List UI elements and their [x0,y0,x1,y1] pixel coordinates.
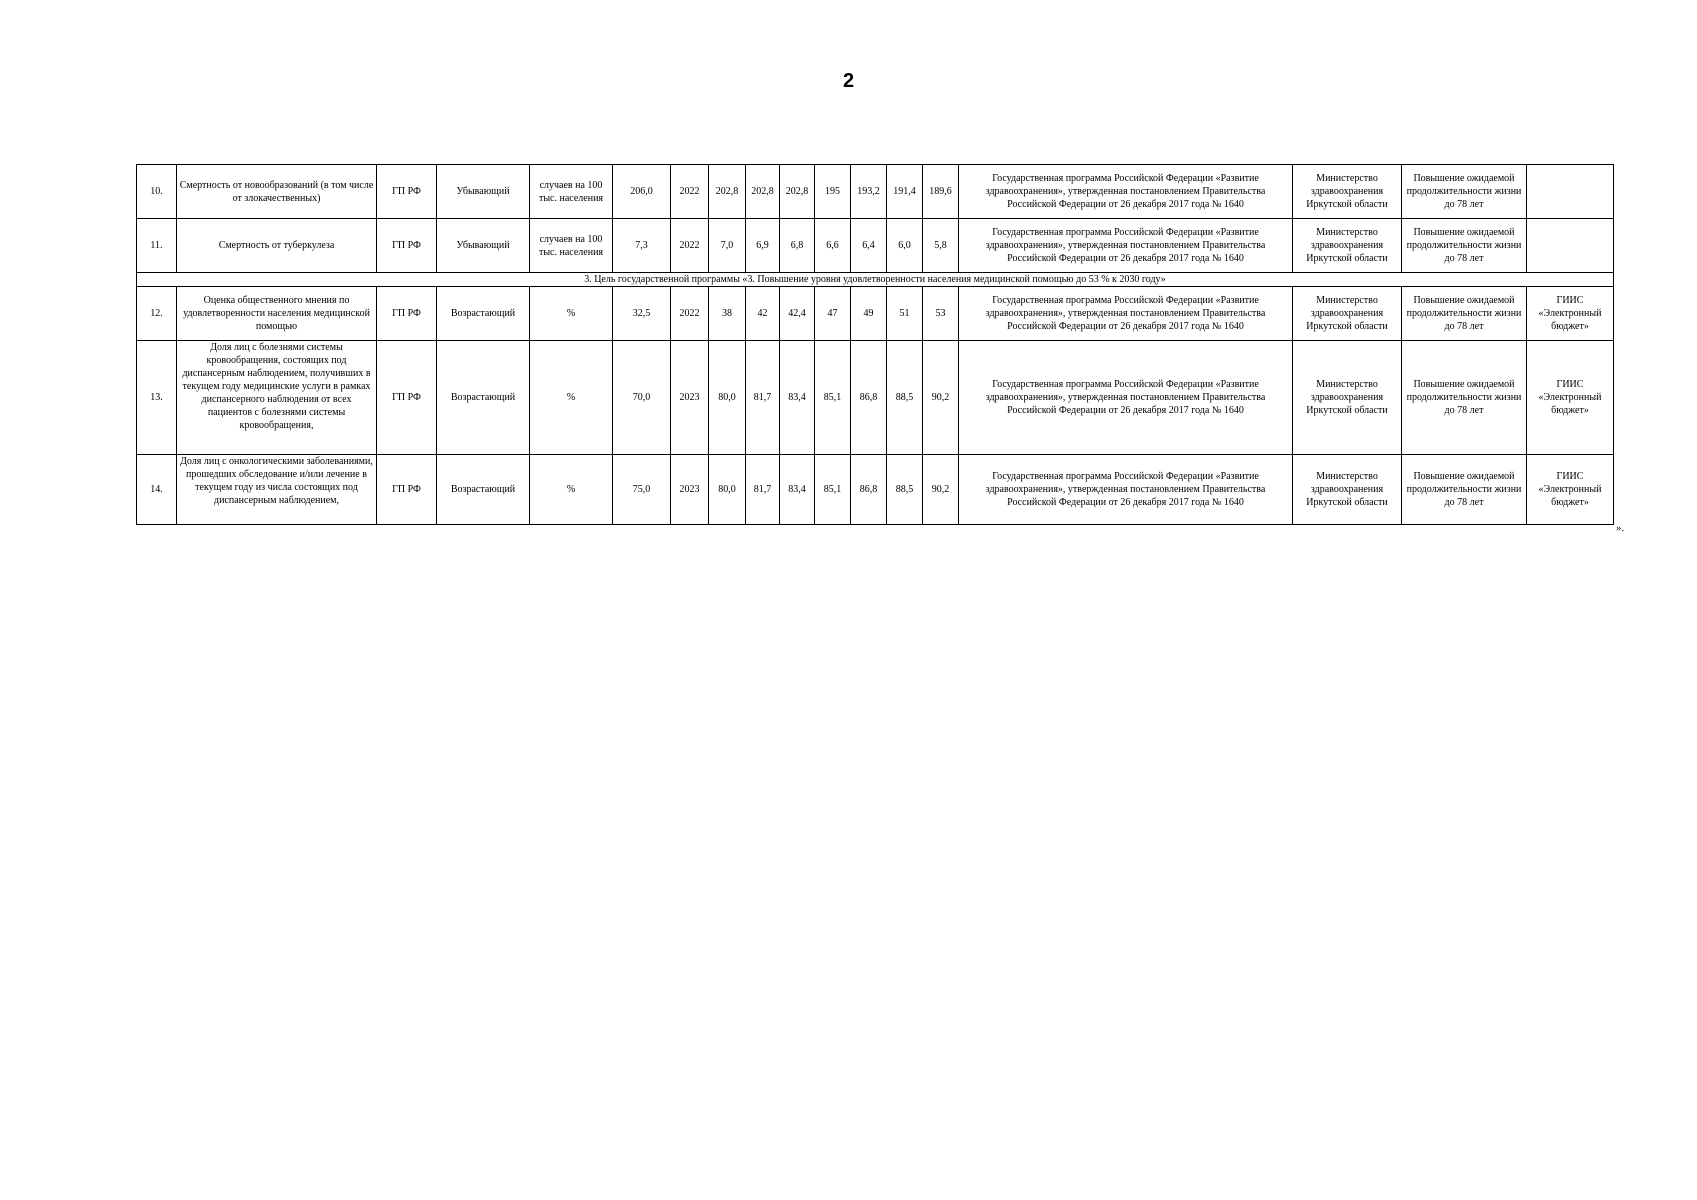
indicator-level: ГП РФ [377,219,437,273]
indicator-trend: Убывающий [437,165,530,219]
legal-document: Государственная программа Российской Федерации «Развитие здравоохранения», утвержденная постановлением Правительства Российской Федерации от 26 декабря 2017 года № 1640 [959,455,1293,525]
information-system: ГИИС «Электронный бюджет» [1527,287,1614,341]
responsible-body: Министерство здравоохранения Иркутской области [1293,165,1402,219]
base-year: 2023 [671,341,709,455]
legal-document: Государственная программа Российской Федерации «Развитие здравоохранения», утвержденная постановлением Правительства Российской Федерации от 26 декабря 2017 года № 1640 [959,341,1293,455]
row-number: 10. [137,165,177,219]
target-value: 51 [887,287,923,341]
indicator-trend: Возрастающий [437,287,530,341]
information-system [1527,219,1614,273]
indicator-name: Доля лиц с онкологическими заболеваниями, прошедших обследование и/или лечение в текущем году из числа состоящих под диспансерным наблюдением, [177,455,377,525]
responsible-body: Министерство здравоохранения Иркутской области [1293,287,1402,341]
target-value: 6,4 [851,219,887,273]
row-number: 13. [137,341,177,455]
target-value: 80,0 [709,341,746,455]
target-value: 47 [815,287,851,341]
table-row [137,341,1614,455]
information-system [1527,165,1614,219]
rows-before-section [137,165,1614,273]
target-value: 90,2 [923,341,959,455]
target-value: 88,5 [887,341,923,455]
target-value: 6,8 [780,219,815,273]
national-goal-link: Повышение ожидаемой продолжительности жизни до 78 лет [1402,287,1527,341]
base-value: 75,0 [613,455,671,525]
target-value: 7,0 [709,219,746,273]
target-value: 85,1 [815,455,851,525]
table-row [137,219,1614,273]
base-value: 70,0 [613,341,671,455]
target-value: 202,8 [709,165,746,219]
indicator-level: ГП РФ [377,455,437,525]
target-value: 195 [815,165,851,219]
target-value: 5,8 [923,219,959,273]
base-year: 2022 [671,219,709,273]
indicator-trend: Возрастающий [437,455,530,525]
indicator-trend: Убывающий [437,219,530,273]
section-header-row [137,273,1614,287]
indicator-name: Оценка общественного мнения по удовлетворенности населения медицинской помощью [177,287,377,341]
target-value: 81,7 [746,455,780,525]
row-number: 14. [137,455,177,525]
responsible-body: Министерство здравоохранения Иркутской области [1293,219,1402,273]
information-system: ГИИС «Электронный бюджет» [1527,455,1614,525]
indicator-name: Смертность от туберкулеза [177,219,377,273]
unit-of-measure: случаев на 100 тыс. населения [530,165,613,219]
target-value: 42 [746,287,780,341]
target-value: 90,2 [923,455,959,525]
row-number: 11. [137,219,177,273]
national-goal-link: Повышение ожидаемой продолжительности жизни до 78 лет [1402,219,1527,273]
target-value: 86,8 [851,455,887,525]
target-value: 189,6 [923,165,959,219]
target-value: 202,8 [746,165,780,219]
target-value: 83,4 [780,341,815,455]
national-goal-link: Повышение ожидаемой продолжительности жизни до 78 лет [1402,341,1527,455]
section-header-group [137,273,1614,287]
base-value: 206,0 [613,165,671,219]
target-value: 6,9 [746,219,780,273]
legal-document: Государственная программа Российской Федерации «Развитие здравоохранения», утвержденная постановлением Правительства Российской Федерации от 26 декабря 2017 года № 1640 [959,287,1293,341]
national-goal-link: Повышение ожидаемой продолжительности жизни до 78 лет [1402,455,1527,525]
base-year: 2023 [671,455,709,525]
base-year: 2022 [671,287,709,341]
target-value: 88,5 [887,455,923,525]
section-header: 3. Цель государственной программы «3. Повышение уровня удовлетворенности населения медицинской помощью до 53 % к 2030 году» [137,273,1614,287]
indicator-level: ГП РФ [377,165,437,219]
legal-document: Государственная программа Российской Федерации «Развитие здравоохранения», утвержденная постановлением Правительства Российской Федерации от 26 декабря 2017 года № 1640 [959,219,1293,273]
rows-after-section [137,287,1614,525]
target-value: 83,4 [780,455,815,525]
legal-document: Государственная программа Российской Федерации «Развитие здравоохранения», утвержденная постановлением Правительства Российской Федерации от 26 декабря 2017 года № 1640 [959,165,1293,219]
target-value: 202,8 [780,165,815,219]
target-value: 86,8 [851,341,887,455]
target-value: 49 [851,287,887,341]
base-value: 7,3 [613,219,671,273]
closing-quote: ». [1616,522,1625,534]
unit-of-measure: случаев на 100 тыс. населения [530,219,613,273]
target-value: 80,0 [709,455,746,525]
target-value: 85,1 [815,341,851,455]
table-row [137,455,1614,525]
target-value: 193,2 [851,165,887,219]
target-value: 6,0 [887,219,923,273]
base-year: 2022 [671,165,709,219]
indicator-level: ГП РФ [377,287,437,341]
row-number: 12. [137,287,177,341]
responsible-body: Министерство здравоохранения Иркутской области [1293,341,1402,455]
unit-of-measure: % [530,287,613,341]
table-row [137,287,1614,341]
target-value: 81,7 [746,341,780,455]
base-value: 32,5 [613,287,671,341]
responsible-body: Министерство здравоохранения Иркутской области [1293,455,1402,525]
target-value: 42,4 [780,287,815,341]
target-value: 6,6 [815,219,851,273]
page-number: 2 [842,70,855,92]
indicator-trend: Возрастающий [437,341,530,455]
indicator-name: Доля лиц с болезнями системы кровообращения, состоящих под диспансерным наблюдением, получивших в текущем году медицинские услуги в рамках диспансерного наблюдения от всех пациентов с болезнями системы кровообращения, [177,341,377,455]
target-value: 53 [923,287,959,341]
target-value: 191,4 [887,165,923,219]
information-system: ГИИС «Электронный бюджет» [1527,341,1614,455]
indicators-table [136,164,1614,525]
national-goal-link: Повышение ожидаемой продолжительности жизни до 78 лет [1402,165,1527,219]
target-value: 38 [709,287,746,341]
table-row [137,165,1614,219]
indicator-level: ГП РФ [377,341,437,455]
unit-of-measure: % [530,455,613,525]
indicator-name: Смертность от новообразований (в том числе от злокачественных) [177,165,377,219]
unit-of-measure: % [530,341,613,455]
